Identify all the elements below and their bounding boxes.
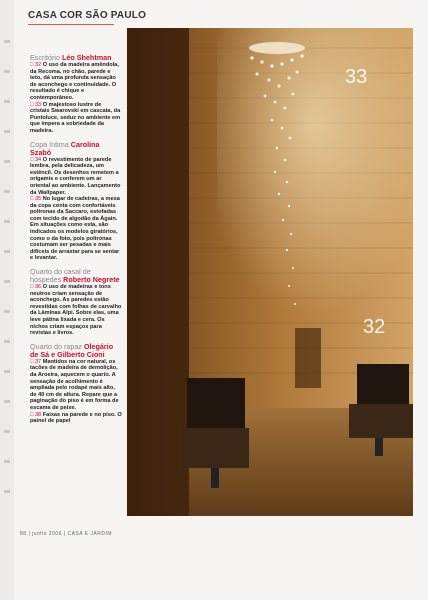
section-title xyxy=(30,141,122,157)
interior-photo xyxy=(127,28,413,516)
caption-text: O revestimento de parede lembra, pela delicadeza, um estêncil. Os desenhos remetem a origamis e conferem um ar oriental ao ambiente. Lançamento da Wallpaper. xyxy=(30,156,121,196)
photo-number-top: 33 xyxy=(345,66,368,88)
caption-item xyxy=(30,412,122,425)
section-copa xyxy=(30,141,122,263)
caption-text: Faixas na parede e no piso. O painel de papel xyxy=(30,411,122,425)
caption-text: Mantidos na cor natural, os tacões de madeira de demolição, da Aroeira, aquecem o quarto. A sensação de acolhimento é ampliada pelo rodapé mais alto, de 40 cm de altura. Repare que a paginação do piso é em forma de escama de peixe. xyxy=(30,358,119,411)
header-divider xyxy=(28,24,114,25)
caption-text: O uso da madeira amêndola, da Recoma, no chão, parede e teto, dá uma profunda sensação de aconchego e continuidade. O resultado é chique e contemporâneo. xyxy=(30,62,119,101)
designer-name: Roberto Negrete xyxy=(63,275,120,285)
binding-hole xyxy=(4,430,10,433)
caption-item xyxy=(30,62,122,102)
binding-edge xyxy=(0,0,14,600)
binding-hole xyxy=(4,490,10,493)
binding-hole xyxy=(4,70,10,73)
caption-text: O uso de madeiras e tons neutros criam sensação de aconchego. As paredes estão revestidas com folhas de carvalho da Lâminas Alpi. Sobre elas, uma leve pátina lixada e cera. Os nichos criam espaços para revistas e livros. xyxy=(30,284,122,337)
page-header: CASA COR SÃO PAULO xyxy=(28,10,147,21)
caption-number: □ 38 xyxy=(30,411,42,418)
binding-hole xyxy=(4,40,10,43)
caption-item xyxy=(30,359,122,412)
section-escritorio xyxy=(30,54,122,135)
binding-hole xyxy=(4,280,10,283)
photo-illustration xyxy=(127,28,413,516)
section-label: Copa íntima xyxy=(30,139,69,149)
caption-number: □ 34 xyxy=(30,156,42,163)
section-quarto-rapaz xyxy=(30,343,122,425)
caption-number: □ 33 xyxy=(30,101,42,108)
caption-number: □ 36 xyxy=(30,284,42,291)
caption-item xyxy=(30,157,122,197)
caption-text: O majestoso lustre de cristais Swarovski em cascata, da Puntoluce, seduz no ambiente em que impera a sobriedade da madeira. xyxy=(30,101,121,134)
designer-name: Léo Shehtman xyxy=(61,53,112,62)
section-quarto-casal xyxy=(30,268,122,337)
section-title xyxy=(30,54,122,62)
binding-hole xyxy=(4,190,10,193)
caption-number: □ 32 xyxy=(30,62,42,68)
binding-hole xyxy=(4,400,10,403)
section-label: Escritório xyxy=(30,53,60,62)
caption-number: □ 35 xyxy=(30,196,42,203)
designer-name: Olegário de Sá e Gilberto Cioni xyxy=(30,341,114,359)
caption-item xyxy=(30,284,122,337)
binding-hole xyxy=(4,220,10,223)
section-title xyxy=(30,343,122,359)
binding-hole xyxy=(4,370,10,373)
binding-hole xyxy=(4,460,10,463)
binding-hole xyxy=(4,160,10,163)
binding-hole xyxy=(4,130,10,133)
section-label: Quarto do rapaz xyxy=(30,341,82,351)
binding-hole xyxy=(4,250,10,253)
binding-hole xyxy=(4,100,10,103)
caption-text: No lugar de cadeiras, a mesa da copa conta com confortáveis poltronas da Saccaro, estofadas com tecido de algodão da Àgain. Em situações como esta, são indicados os modelos giratórios, como o da foto, pois poltronas costumam ser pesadas e mais difíceis de arrastar para se sentar e levantar. xyxy=(30,196,120,262)
page-footer: 88 | junho 2006 | CASA E JARDIM xyxy=(20,531,113,537)
section-title xyxy=(30,268,122,284)
caption-item xyxy=(30,196,122,262)
section-label: Quarto do casal de hóspedes xyxy=(30,267,91,285)
binding-hole xyxy=(4,340,10,343)
binding-hole xyxy=(4,310,10,313)
caption-item xyxy=(30,102,122,135)
designer-name: Carolina Szabó xyxy=(30,139,100,157)
text-column xyxy=(30,54,122,431)
caption-number: □ 37 xyxy=(30,358,42,365)
photo-number-bottom: 32 xyxy=(363,316,386,338)
